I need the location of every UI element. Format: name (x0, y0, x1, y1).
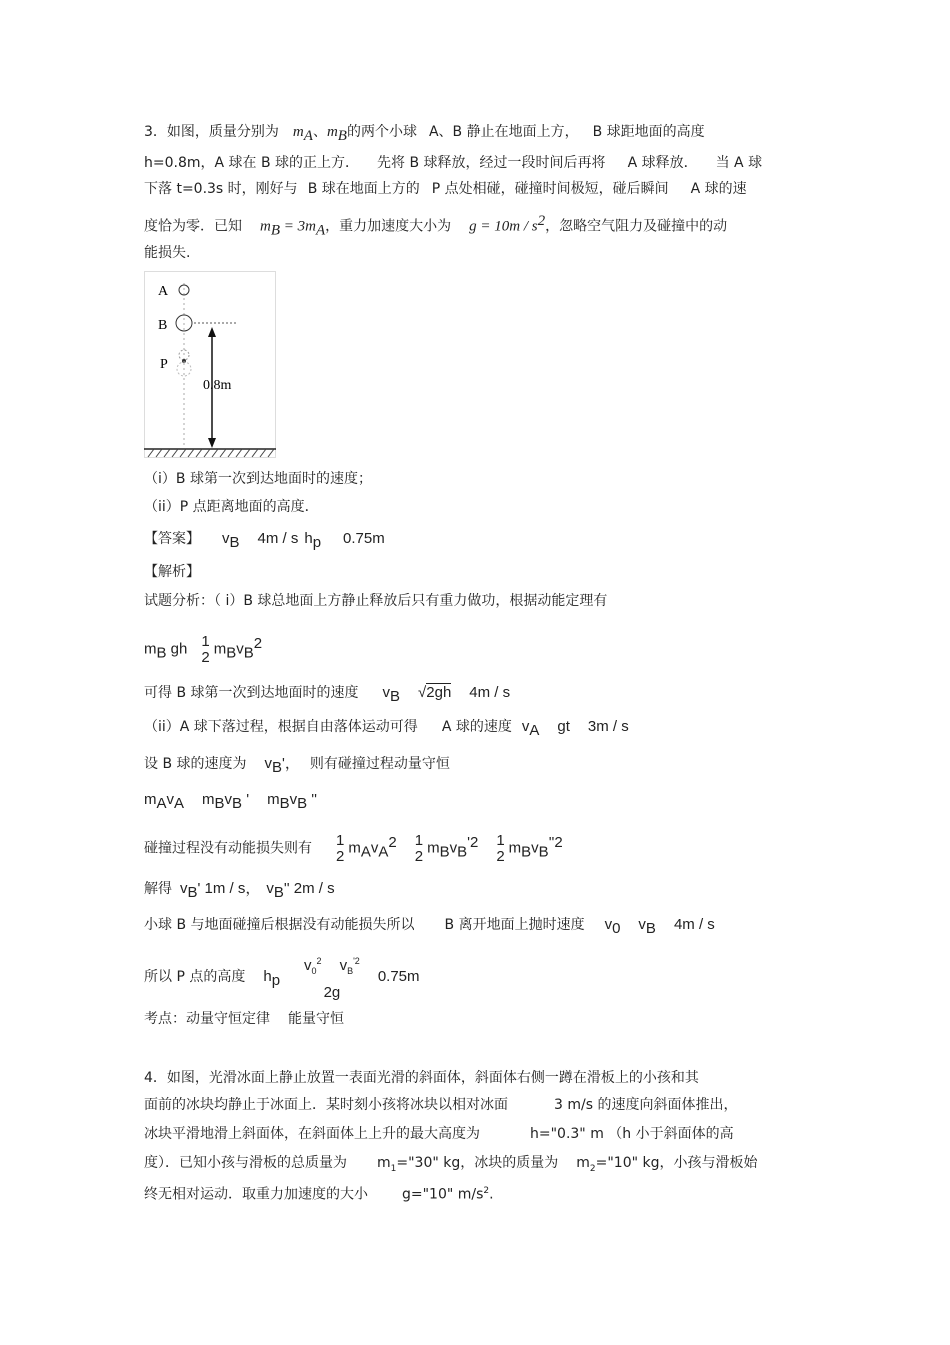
text: 、 (312, 124, 327, 140)
text: 3．如图，质量分别为 (144, 124, 279, 140)
math: 4m / s (673, 916, 715, 933)
q3-figure (144, 271, 276, 458)
math: m (267, 791, 280, 808)
equation-1 (144, 624, 262, 673)
math: v (339, 957, 348, 974)
math-sub: B (243, 644, 254, 662)
math: gh (166, 640, 188, 658)
math-sub: A (174, 794, 185, 812)
math: m (202, 791, 215, 808)
math: '' 2m / s (283, 880, 335, 897)
q3-sub-ii: （ii）P 点距离地面的高度． (144, 499, 319, 515)
math: h (263, 968, 272, 985)
analysis-line-4 (144, 754, 450, 778)
text: 可得 B 球第一次到达地面时的速度 (144, 685, 359, 701)
text: 度恰为零．已知 (144, 218, 242, 235)
fraction-half (336, 833, 344, 865)
math: ' (242, 791, 250, 808)
math: m (213, 640, 227, 658)
answer-label: 【答案】 (144, 531, 200, 547)
numerator: 1 (496, 831, 505, 849)
math-sub: B (337, 127, 347, 144)
q3-line-2 (144, 153, 762, 173)
equation-6 (144, 823, 563, 872)
math: 3m / s (587, 718, 629, 735)
math: m (144, 640, 157, 658)
q4-line-4 (144, 1153, 758, 1179)
text: B 离开地面上抛时速度 (444, 917, 585, 933)
text: 当 A 球 (715, 155, 763, 171)
math-sub: B (156, 644, 167, 662)
text: 面前的冰块均静止于冰面上．某时刻小孩将冰块以相对冰面 (144, 1097, 508, 1113)
math-sup: 2 (253, 635, 263, 652)
math-g: g = 10m / s (469, 218, 538, 235)
text: 3 m/s 的速度向斜面体推出， (554, 1097, 738, 1113)
math-sup: '2 (467, 834, 479, 851)
math-sub: B (538, 843, 549, 861)
text: 碰撞过程没有动能损失则有 (144, 840, 312, 857)
analysis-line-7 (144, 915, 715, 939)
math: v (521, 718, 530, 735)
sqrt-content: 2gh (426, 684, 452, 701)
math-sub: 0 (612, 919, 621, 937)
math-sub: B (272, 758, 283, 776)
text: 小球 B 与地面碰撞后根据没有动能损失所以 (144, 917, 415, 933)
math: v (531, 839, 539, 857)
q4-line-3 (144, 1124, 734, 1144)
q3-line-4 (144, 211, 727, 240)
math: ' 1m / s， (197, 880, 261, 897)
text: . (489, 1186, 494, 1203)
math: 0.75m (377, 968, 420, 985)
text: 终无相对运动．取重力加速度的大小 (144, 1186, 368, 1203)
text: 解得 (144, 881, 172, 897)
math-sup: 2 (537, 213, 546, 229)
text: ="30" kg，冰块的质量为 (396, 1155, 559, 1171)
math-mB: m (260, 218, 271, 235)
denominator: 2 (336, 847, 345, 865)
numerator: 1 (201, 632, 210, 650)
text: B 球在地面上方的 (307, 181, 420, 197)
math-sub: B (279, 794, 290, 812)
math: m (348, 839, 361, 857)
math-sub: B (645, 919, 656, 937)
fraction-height (304, 950, 360, 1004)
text: ="10" kg，小孩与滑板始 (595, 1155, 758, 1171)
math-sub: p (312, 533, 322, 551)
text: （ii）A 球下落过程，根据自由落体运动可得 (144, 719, 418, 735)
text-sub: 2 (589, 1163, 596, 1174)
math-sub: B (273, 883, 284, 901)
math: = 3m (280, 218, 316, 235)
denominator: 2g (323, 984, 341, 1001)
math: v (224, 791, 233, 808)
math: v (166, 791, 175, 808)
math-sub: B (439, 843, 450, 861)
text: 则有碰撞过程动量守恒 (309, 756, 450, 772)
figure-svg (144, 271, 276, 458)
math-sup: '2 (353, 956, 360, 966)
text: 冰块平滑地滑上斜面体，在斜面体上上升的最大高度为 (144, 1126, 480, 1142)
height-label: 0.8m (203, 378, 232, 393)
label-B: B (158, 318, 168, 333)
math-sub: B (297, 794, 308, 812)
math-sub: 0 (311, 966, 317, 976)
text: A 球的速度 (441, 719, 512, 735)
fraction-half (415, 833, 423, 865)
math: v (236, 640, 244, 658)
sqrt: √2gh (418, 684, 452, 701)
numerator (304, 950, 360, 982)
math-sub: A (315, 222, 326, 239)
text: h=0.8m，A 球在 B 球的正上方． (144, 155, 360, 171)
math-sub: A (156, 794, 167, 812)
denominator: 2 (201, 648, 210, 666)
equation-9 (144, 950, 420, 1004)
q3-line-3 (144, 179, 747, 199)
text: A 球的速 (690, 181, 747, 197)
math-sub: B (214, 794, 225, 812)
math: v (266, 880, 274, 897)
math-sup: 2 (388, 834, 397, 851)
text: B 球距地面的高度 (592, 124, 705, 140)
math: v (264, 755, 273, 772)
label-P: P (160, 357, 168, 372)
text-sub: 1 (390, 1163, 397, 1174)
math: v (304, 957, 312, 974)
q4-line-5 (144, 1181, 494, 1205)
math: m (144, 791, 157, 808)
math: '， (282, 755, 300, 772)
text: 能量守恒 (288, 1011, 344, 1027)
math: m (427, 839, 440, 857)
text: 所以 P 点的高度 (144, 969, 246, 985)
numerator: 1 (336, 831, 345, 849)
math-sub: A (303, 127, 313, 144)
analysis-line-3 (144, 717, 629, 741)
math-sub: B (232, 794, 243, 812)
text: A、B 静止在地面上方， (428, 124, 579, 140)
fraction-half (201, 634, 209, 666)
math: v (222, 530, 230, 547)
equation-5 (144, 790, 317, 814)
math-sub: B (270, 222, 281, 239)
text: 度）．已知小孩与滑板的总质量为 (144, 1155, 347, 1171)
q3-line-5: 能损失. (144, 245, 191, 261)
math: '' (307, 791, 318, 808)
analysis-line-1: 试题分析：（ i）B 球总地面上方静止释放后只有重力做功，根据动能定理有 (144, 593, 608, 609)
math: v (370, 839, 379, 857)
math-sub: B (457, 843, 468, 861)
numerator: 1 (414, 831, 424, 849)
math-sub: B (226, 644, 237, 662)
text: m (576, 1155, 590, 1171)
math-sub: B (390, 687, 401, 705)
q3-line-1 (144, 122, 705, 146)
label-A: A (158, 284, 169, 299)
math-sub: B (187, 883, 198, 901)
kaodian (144, 1009, 344, 1029)
text: ，忽略空气阻力及碰撞中的动 (545, 218, 728, 235)
math: 4m / s (257, 530, 299, 547)
math: v (289, 791, 298, 808)
text: 设 B 球的速度为 (144, 756, 247, 772)
q4-line-2 (144, 1095, 737, 1115)
text: 下落 t=0.3s 时，刚好与 (144, 181, 298, 197)
analysis-line-2 (144, 683, 510, 707)
fraction-half (496, 833, 504, 865)
math: 4m / s (469, 684, 511, 701)
text: 的两个小球 (346, 124, 417, 140)
math: gt (557, 718, 570, 735)
math-sub: A (360, 843, 371, 861)
text: 先将 B 球释放，经过一段时间后再将 (377, 155, 606, 171)
text: ，重力加速度大小为 (325, 218, 452, 235)
text: P 点处相碰，碰撞时间极短，碰后瞬间 (431, 181, 669, 197)
text-sup: 2 (483, 1186, 490, 1196)
math-sub: A (378, 843, 389, 861)
math-sub: A (529, 721, 540, 739)
math: v (180, 880, 188, 897)
math-sub: B (347, 966, 354, 976)
equation-7 (144, 879, 335, 903)
math-sub: B (229, 533, 240, 551)
math: v (382, 684, 391, 701)
math: v (638, 916, 646, 933)
math: h (304, 530, 313, 547)
math: m (508, 839, 522, 857)
text: m (377, 1155, 391, 1171)
math-sup: 2 (316, 956, 322, 966)
math: v (604, 916, 613, 933)
text: h="0.3" m （h 小于斜面体的高 (530, 1126, 734, 1142)
math-sub: p (271, 971, 281, 989)
math-mA: m (292, 124, 304, 140)
math-mB: m (326, 124, 338, 140)
math: v (449, 839, 458, 857)
text: g="10" m/s (402, 1186, 484, 1203)
q3-sub-i: （i）B 球第一次到达地面时的速度； (144, 471, 372, 487)
text: A 球释放． (627, 155, 698, 171)
analysis-label: 【解析】 (144, 564, 200, 580)
denominator: 2 (496, 847, 505, 865)
math-sub: B (521, 843, 532, 861)
q3-answer (144, 529, 385, 553)
math: 0.75m (343, 530, 385, 547)
denominator: 2 (414, 847, 424, 865)
q4-line-1: 4．如图，光滑冰面上静止放置一表面光滑的斜面体，斜面体右侧一蹲在滑板上的小孩和其 (144, 1070, 699, 1086)
text: 考点：动量守恒定律 (144, 1011, 270, 1027)
math-sup: ''2 (548, 834, 563, 851)
